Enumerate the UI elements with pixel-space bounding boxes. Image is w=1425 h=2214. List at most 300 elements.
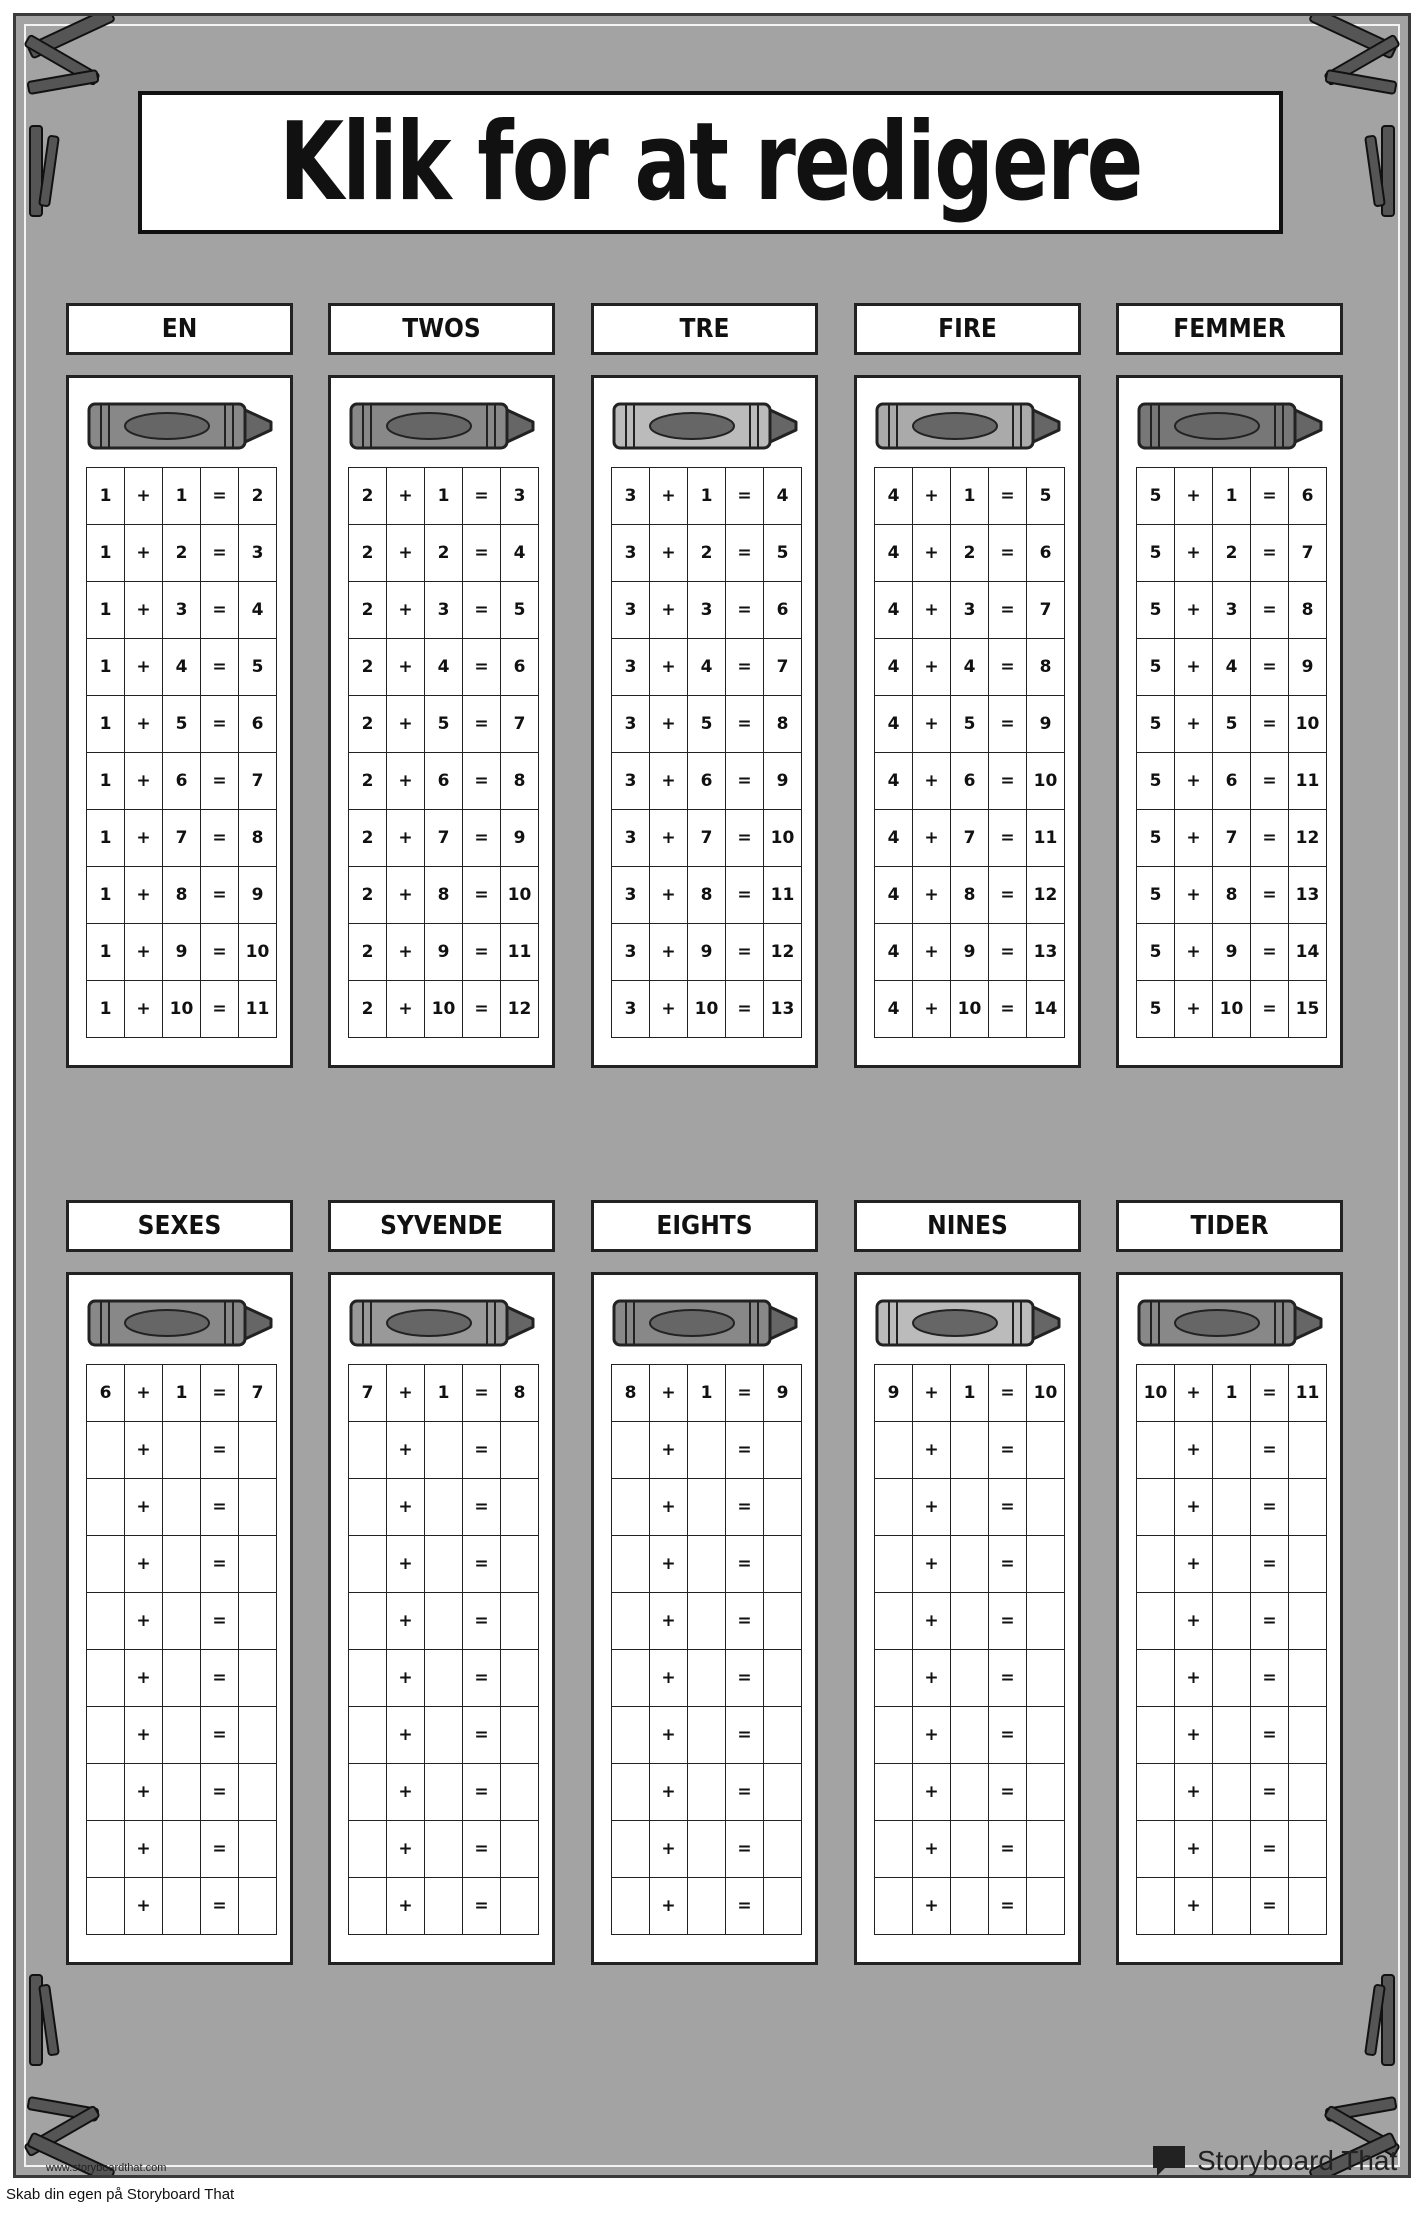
table-cell[interactable]: 2 — [1213, 525, 1251, 582]
table-cell[interactable]: = — [726, 468, 764, 525]
table-cell[interactable]: 5 — [425, 696, 463, 753]
table-cell[interactable]: 3 — [688, 582, 726, 639]
table-cell[interactable]: + — [125, 1536, 163, 1593]
table-cell[interactable]: = — [726, 1764, 764, 1821]
table-cell[interactable] — [764, 1479, 802, 1536]
table-cell[interactable]: = — [1251, 1593, 1289, 1650]
table-cell[interactable]: 6 — [239, 696, 277, 753]
table-cell[interactable]: = — [989, 1707, 1027, 1764]
table-cell[interactable]: = — [463, 753, 501, 810]
table-cell[interactable]: 10 — [951, 981, 989, 1038]
table-cell[interactable]: = — [201, 1422, 239, 1479]
table-cell[interactable]: 5 — [1137, 468, 1175, 525]
table-cell[interactable]: + — [650, 1536, 688, 1593]
table-cell[interactable] — [501, 1764, 539, 1821]
table-cell[interactable]: 4 — [951, 639, 989, 696]
table-cell[interactable]: 9 — [875, 1365, 913, 1422]
table-cell[interactable]: 8 — [1213, 867, 1251, 924]
table-cell[interactable]: + — [1175, 639, 1213, 696]
table-cell[interactable]: 9 — [163, 924, 201, 981]
table-cell[interactable] — [688, 1422, 726, 1479]
table-cell[interactable]: + — [913, 696, 951, 753]
table-cell[interactable]: + — [125, 1764, 163, 1821]
table-cell[interactable]: = — [989, 639, 1027, 696]
table-cell[interactable] — [1289, 1650, 1327, 1707]
table-cell[interactable]: = — [463, 1422, 501, 1479]
table-cell[interactable] — [612, 1593, 650, 1650]
table-cell[interactable]: 4 — [501, 525, 539, 582]
table-cell[interactable]: 5 — [1137, 981, 1175, 1038]
table-cell[interactable]: 3 — [612, 696, 650, 753]
table-cell[interactable]: 1 — [1213, 468, 1251, 525]
table-cell[interactable]: 9 — [501, 810, 539, 867]
table-cell[interactable]: 2 — [688, 525, 726, 582]
table-cell[interactable] — [1027, 1707, 1065, 1764]
table-cell[interactable] — [1137, 1707, 1175, 1764]
table-cell[interactable]: = — [463, 1365, 501, 1422]
table-cell[interactable]: 10 — [163, 981, 201, 1038]
table-cell[interactable]: 12 — [764, 924, 802, 981]
table-cell[interactable]: 2 — [349, 810, 387, 867]
table-cell[interactable]: 8 — [425, 867, 463, 924]
table-cell[interactable] — [875, 1821, 913, 1878]
table-cell[interactable]: + — [125, 1707, 163, 1764]
table-cell[interactable]: 7 — [1213, 810, 1251, 867]
table-cell[interactable]: 1 — [425, 468, 463, 525]
table-cell[interactable]: = — [1251, 753, 1289, 810]
table-cell[interactable]: 7 — [501, 696, 539, 753]
table-cell[interactable] — [239, 1422, 277, 1479]
table-cell[interactable] — [1289, 1878, 1327, 1935]
table-cell[interactable]: + — [1175, 1536, 1213, 1593]
table-cell[interactable]: + — [387, 1764, 425, 1821]
table-cell[interactable] — [1027, 1593, 1065, 1650]
table-cell[interactable]: = — [989, 1593, 1027, 1650]
table-cell[interactable] — [612, 1707, 650, 1764]
table-cell[interactable]: = — [989, 1479, 1027, 1536]
table-cell[interactable]: + — [650, 981, 688, 1038]
table-cell[interactable]: 9 — [951, 924, 989, 981]
table-cell[interactable]: 4 — [425, 639, 463, 696]
table-cell[interactable]: = — [989, 582, 1027, 639]
table-cell[interactable]: = — [726, 1821, 764, 1878]
table-cell[interactable]: 7 — [1027, 582, 1065, 639]
table-cell[interactable]: + — [1175, 1593, 1213, 1650]
table-cell[interactable]: = — [463, 1707, 501, 1764]
table-cell[interactable] — [1213, 1650, 1251, 1707]
table-cell[interactable] — [1137, 1536, 1175, 1593]
table-cell[interactable] — [688, 1650, 726, 1707]
table-cell[interactable]: 1 — [87, 981, 125, 1038]
table-cell[interactable] — [239, 1878, 277, 1935]
table-cell[interactable] — [612, 1764, 650, 1821]
table-cell[interactable] — [1137, 1422, 1175, 1479]
table-cell[interactable] — [1289, 1422, 1327, 1479]
table-cell[interactable]: = — [989, 924, 1027, 981]
table-cell[interactable]: = — [989, 1422, 1027, 1479]
table-cell[interactable]: 14 — [1289, 924, 1327, 981]
table-cell[interactable]: + — [1175, 753, 1213, 810]
table-cell[interactable]: + — [913, 1650, 951, 1707]
table-cell[interactable]: 3 — [612, 867, 650, 924]
table-cell[interactable]: = — [726, 867, 764, 924]
table-cell[interactable]: + — [913, 525, 951, 582]
table-cell[interactable]: 8 — [1027, 639, 1065, 696]
table-cell[interactable]: 1 — [87, 468, 125, 525]
table-cell[interactable]: = — [201, 753, 239, 810]
table-cell[interactable]: + — [913, 867, 951, 924]
table-cell[interactable]: = — [201, 981, 239, 1038]
table-cell[interactable] — [951, 1593, 989, 1650]
table-cell[interactable]: = — [463, 867, 501, 924]
table-header[interactable] — [854, 1200, 1081, 1252]
table-cell[interactable]: + — [387, 981, 425, 1038]
table-cell[interactable] — [688, 1536, 726, 1593]
table-cell[interactable]: = — [989, 1650, 1027, 1707]
table-cell[interactable] — [612, 1479, 650, 1536]
table-cell[interactable]: = — [1251, 1878, 1289, 1935]
table-cell[interactable] — [163, 1479, 201, 1536]
table-cell[interactable]: + — [913, 1422, 951, 1479]
table-cell[interactable] — [87, 1593, 125, 1650]
table-cell[interactable] — [501, 1650, 539, 1707]
table-cell[interactable] — [612, 1536, 650, 1593]
table-cell[interactable]: 5 — [951, 696, 989, 753]
table-cell[interactable]: 1 — [87, 810, 125, 867]
table-cell[interactable]: + — [387, 753, 425, 810]
table-cell[interactable] — [349, 1536, 387, 1593]
table-cell[interactable]: = — [463, 1821, 501, 1878]
table-cell[interactable]: = — [989, 981, 1027, 1038]
table-cell[interactable]: 4 — [239, 582, 277, 639]
table-cell[interactable]: = — [1251, 867, 1289, 924]
table-cell[interactable] — [349, 1422, 387, 1479]
table-cell[interactable] — [425, 1878, 463, 1935]
table-cell[interactable]: 3 — [501, 468, 539, 525]
table-cell[interactable] — [349, 1593, 387, 1650]
table-cell[interactable] — [163, 1650, 201, 1707]
table-cell[interactable]: 3 — [612, 582, 650, 639]
table-cell[interactable]: + — [387, 1650, 425, 1707]
table-cell[interactable]: 8 — [239, 810, 277, 867]
table-cell[interactable]: + — [387, 639, 425, 696]
table-cell[interactable]: = — [1251, 1536, 1289, 1593]
table-cell[interactable]: + — [913, 1365, 951, 1422]
table-cell[interactable]: = — [463, 468, 501, 525]
table-cell[interactable] — [1027, 1821, 1065, 1878]
table-cell[interactable]: 4 — [875, 810, 913, 867]
table-cell[interactable]: 2 — [349, 924, 387, 981]
table-cell[interactable] — [1289, 1764, 1327, 1821]
table-cell[interactable]: + — [125, 525, 163, 582]
table-cell[interactable]: = — [463, 1479, 501, 1536]
table-cell[interactable] — [1027, 1650, 1065, 1707]
table-cell[interactable]: = — [726, 1707, 764, 1764]
table-cell[interactable]: 2 — [349, 639, 387, 696]
table-cell[interactable]: 1 — [688, 1365, 726, 1422]
table-cell[interactable] — [349, 1821, 387, 1878]
table-cell[interactable]: + — [387, 1878, 425, 1935]
table-cell[interactable]: = — [201, 1764, 239, 1821]
table-cell[interactable]: = — [989, 1764, 1027, 1821]
table-cell[interactable] — [951, 1479, 989, 1536]
table-cell[interactable]: 5 — [1137, 525, 1175, 582]
table-cell[interactable]: = — [726, 1593, 764, 1650]
table-cell[interactable]: 5 — [1137, 582, 1175, 639]
table-cell[interactable]: 3 — [1213, 582, 1251, 639]
table-cell[interactable]: = — [1251, 981, 1289, 1038]
table-cell[interactable] — [1289, 1479, 1327, 1536]
table-cell[interactable]: + — [913, 468, 951, 525]
table-cell[interactable]: = — [201, 1878, 239, 1935]
table-cell[interactable]: + — [125, 582, 163, 639]
table-cell[interactable]: 5 — [1137, 696, 1175, 753]
table-cell[interactable]: + — [1175, 696, 1213, 753]
table-cell[interactable] — [875, 1593, 913, 1650]
table-cell[interactable]: 5 — [1137, 867, 1175, 924]
table-cell[interactable]: = — [463, 639, 501, 696]
table-cell[interactable] — [87, 1878, 125, 1935]
table-cell[interactable] — [163, 1821, 201, 1878]
table-cell[interactable] — [501, 1707, 539, 1764]
table-cell[interactable] — [425, 1536, 463, 1593]
table-cell[interactable]: 3 — [612, 468, 650, 525]
table-cell[interactable]: + — [387, 1365, 425, 1422]
table-cell[interactable]: = — [463, 1650, 501, 1707]
table-cell[interactable]: = — [726, 753, 764, 810]
table-cell[interactable]: 2 — [425, 525, 463, 582]
table-cell[interactable] — [425, 1821, 463, 1878]
table-cell[interactable]: + — [913, 582, 951, 639]
table-header[interactable] — [1116, 303, 1343, 355]
table-cell[interactable] — [688, 1878, 726, 1935]
table-header[interactable] — [591, 1200, 818, 1252]
table-header[interactable] — [328, 1200, 555, 1252]
table-header[interactable] — [66, 1200, 293, 1252]
table-cell[interactable]: 10 — [1213, 981, 1251, 1038]
table-cell[interactable]: 9 — [764, 753, 802, 810]
table-cell[interactable] — [1137, 1650, 1175, 1707]
table-cell[interactable]: 2 — [349, 981, 387, 1038]
table-cell[interactable]: = — [463, 1536, 501, 1593]
table-cell[interactable] — [349, 1764, 387, 1821]
table-cell[interactable]: 2 — [349, 753, 387, 810]
table-cell[interactable]: 5 — [1027, 468, 1065, 525]
table-cell[interactable] — [87, 1536, 125, 1593]
table-cell[interactable]: = — [1251, 468, 1289, 525]
table-cell[interactable]: + — [387, 468, 425, 525]
table-cell[interactable]: + — [650, 468, 688, 525]
table-cell[interactable]: 4 — [764, 468, 802, 525]
page-title[interactable]: Klik for at redigere — [279, 100, 1142, 225]
table-cell[interactable]: + — [387, 696, 425, 753]
table-cell[interactable]: 5 — [239, 639, 277, 696]
table-cell[interactable]: 3 — [163, 582, 201, 639]
table-cell[interactable]: = — [201, 1593, 239, 1650]
table-cell[interactable] — [875, 1878, 913, 1935]
table-cell[interactable]: 15 — [1289, 981, 1327, 1038]
table-cell[interactable]: + — [125, 696, 163, 753]
table-cell[interactable] — [1027, 1764, 1065, 1821]
table-cell[interactable]: 10 — [425, 981, 463, 1038]
table-cell[interactable] — [1137, 1479, 1175, 1536]
table-cell[interactable]: = — [463, 924, 501, 981]
table-cell[interactable]: = — [726, 1536, 764, 1593]
table-cell[interactable]: + — [1175, 810, 1213, 867]
table-cell[interactable] — [349, 1650, 387, 1707]
table-cell[interactable]: = — [201, 867, 239, 924]
table-cell[interactable] — [951, 1707, 989, 1764]
table-cell[interactable]: + — [387, 867, 425, 924]
table-cell[interactable]: + — [387, 1821, 425, 1878]
table-cell[interactable]: = — [1251, 1479, 1289, 1536]
table-cell[interactable] — [764, 1422, 802, 1479]
table-cell[interactable] — [163, 1536, 201, 1593]
table-cell[interactable]: = — [201, 1821, 239, 1878]
table-cell[interactable]: + — [125, 867, 163, 924]
table-cell[interactable]: + — [125, 468, 163, 525]
table-cell[interactable] — [951, 1422, 989, 1479]
table-cell[interactable]: 6 — [688, 753, 726, 810]
table-cell[interactable]: = — [201, 1536, 239, 1593]
table-cell[interactable]: 10 — [1289, 696, 1327, 753]
table-header[interactable] — [854, 303, 1081, 355]
table-cell[interactable] — [87, 1422, 125, 1479]
table-cell[interactable]: 4 — [875, 525, 913, 582]
table-cell[interactable] — [1289, 1593, 1327, 1650]
table-cell[interactable] — [163, 1878, 201, 1935]
table-cell[interactable]: 6 — [951, 753, 989, 810]
table-cell[interactable]: 1 — [87, 525, 125, 582]
table-cell[interactable]: + — [913, 924, 951, 981]
table-cell[interactable]: + — [650, 1479, 688, 1536]
table-cell[interactable]: = — [201, 1650, 239, 1707]
table-cell[interactable]: 4 — [875, 468, 913, 525]
table-cell[interactable]: 1 — [87, 696, 125, 753]
table-cell[interactable]: = — [463, 1878, 501, 1935]
table-cell[interactable]: = — [1251, 525, 1289, 582]
table-cell[interactable] — [1213, 1422, 1251, 1479]
table-cell[interactable]: 5 — [1137, 810, 1175, 867]
table-cell[interactable]: 10 — [1027, 753, 1065, 810]
table-cell[interactable]: 6 — [1213, 753, 1251, 810]
table-cell[interactable]: 11 — [1289, 1365, 1327, 1422]
table-cell[interactable] — [764, 1536, 802, 1593]
table-cell[interactable] — [875, 1650, 913, 1707]
table-cell[interactable]: = — [1251, 639, 1289, 696]
table-cell[interactable]: 6 — [764, 582, 802, 639]
table-cell[interactable]: + — [913, 1479, 951, 1536]
table-cell[interactable]: + — [913, 1593, 951, 1650]
table-cell[interactable]: = — [989, 867, 1027, 924]
table-cell[interactable] — [239, 1536, 277, 1593]
table-cell[interactable]: + — [1175, 867, 1213, 924]
table-cell[interactable]: + — [387, 582, 425, 639]
table-cell[interactable]: + — [1175, 981, 1213, 1038]
table-cell[interactable]: = — [726, 582, 764, 639]
table-cell[interactable] — [1289, 1536, 1327, 1593]
table-cell[interactable]: 6 — [87, 1365, 125, 1422]
table-cell[interactable] — [1137, 1878, 1175, 1935]
table-cell[interactable]: + — [387, 1536, 425, 1593]
table-cell[interactable]: = — [726, 525, 764, 582]
table-cell[interactable]: 2 — [349, 867, 387, 924]
table-cell[interactable]: 1 — [87, 867, 125, 924]
table-cell[interactable]: 1 — [87, 753, 125, 810]
table-cell[interactable]: = — [726, 981, 764, 1038]
table-cell[interactable]: 5 — [501, 582, 539, 639]
table-cell[interactable]: + — [1175, 1707, 1213, 1764]
table-cell[interactable]: 6 — [501, 639, 539, 696]
table-cell[interactable]: + — [650, 1365, 688, 1422]
table-cell[interactable]: = — [463, 810, 501, 867]
table-cell[interactable]: + — [913, 1878, 951, 1935]
table-cell[interactable]: + — [650, 924, 688, 981]
table-cell[interactable] — [349, 1707, 387, 1764]
table-header[interactable] — [328, 303, 555, 355]
table-cell[interactable]: + — [1175, 468, 1213, 525]
table-cell[interactable]: 5 — [1137, 639, 1175, 696]
table-cell[interactable] — [87, 1764, 125, 1821]
table-cell[interactable]: + — [1175, 582, 1213, 639]
table-cell[interactable]: = — [463, 981, 501, 1038]
table-cell[interactable]: = — [726, 924, 764, 981]
table-cell[interactable]: 13 — [764, 981, 802, 1038]
table-cell[interactable]: 6 — [425, 753, 463, 810]
table-cell[interactable]: + — [650, 1707, 688, 1764]
table-cell[interactable]: 3 — [612, 639, 650, 696]
table-cell[interactable] — [612, 1878, 650, 1935]
table-cell[interactable]: + — [913, 1536, 951, 1593]
table-cell[interactable]: + — [387, 525, 425, 582]
table-cell[interactable]: = — [989, 810, 1027, 867]
table-cell[interactable]: 11 — [1027, 810, 1065, 867]
table-cell[interactable]: = — [989, 1878, 1027, 1935]
table-cell[interactable] — [501, 1479, 539, 1536]
table-cell[interactable]: 7 — [764, 639, 802, 696]
table-cell[interactable]: 9 — [688, 924, 726, 981]
table-cell[interactable]: = — [726, 639, 764, 696]
table-cell[interactable]: + — [650, 525, 688, 582]
table-cell[interactable]: + — [125, 1878, 163, 1935]
table-cell[interactable]: 10 — [1137, 1365, 1175, 1422]
table-cell[interactable]: + — [650, 1821, 688, 1878]
table-cell[interactable]: 1 — [87, 639, 125, 696]
table-cell[interactable] — [764, 1878, 802, 1935]
table-cell[interactable]: 6 — [163, 753, 201, 810]
table-cell[interactable]: + — [125, 1422, 163, 1479]
table-cell[interactable] — [1213, 1764, 1251, 1821]
table-cell[interactable] — [612, 1422, 650, 1479]
table-cell[interactable]: = — [989, 525, 1027, 582]
table-cell[interactable] — [1213, 1593, 1251, 1650]
table-cell[interactable] — [1137, 1593, 1175, 1650]
table-cell[interactable]: = — [726, 696, 764, 753]
table-cell[interactable]: = — [726, 1365, 764, 1422]
table-cell[interactable]: 14 — [1027, 981, 1065, 1038]
table-cell[interactable]: 9 — [425, 924, 463, 981]
table-header[interactable] — [1116, 1200, 1343, 1252]
table-cell[interactable] — [239, 1650, 277, 1707]
table-cell[interactable]: + — [650, 1878, 688, 1935]
table-cell[interactable]: = — [989, 1536, 1027, 1593]
table-cell[interactable]: = — [989, 1365, 1027, 1422]
table-cell[interactable]: = — [1251, 1821, 1289, 1878]
table-cell[interactable]: 5 — [1137, 753, 1175, 810]
table-cell[interactable]: 7 — [239, 753, 277, 810]
table-cell[interactable]: = — [726, 1422, 764, 1479]
table-cell[interactable] — [951, 1650, 989, 1707]
